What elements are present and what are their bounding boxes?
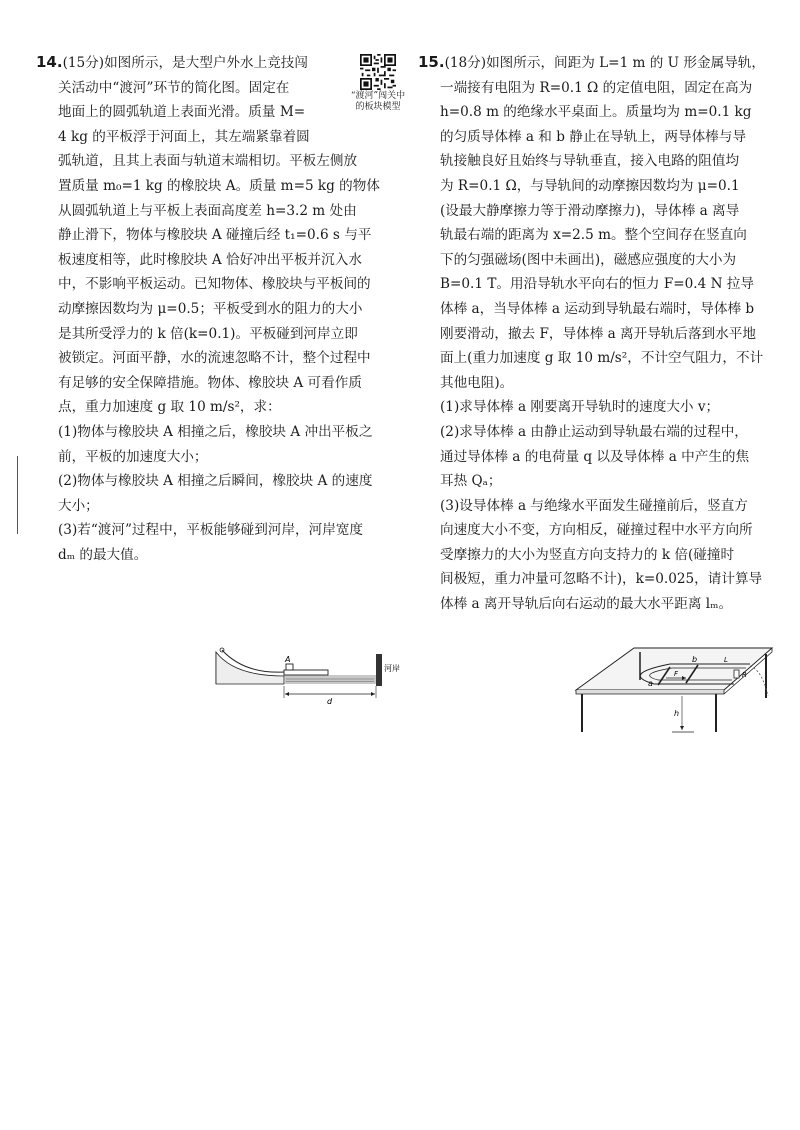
label-a: a <box>648 679 653 688</box>
q15-line: 其他电阻)。 <box>440 374 514 391</box>
q15-line: 为 R=0.1 Ω，与导轨间的动摩擦因数均为 μ=0.1 <box>440 177 740 194</box>
q14-line: 14.(15分)如图所示，是大型户外水上竞技闯 <box>36 53 308 71</box>
rubber-block-a <box>286 664 293 670</box>
label-a: A <box>285 655 291 664</box>
qr-code-block[interactable] <box>348 54 408 113</box>
q15-line: 的匀质导体棒 a 和 b 静止在导轨上，两导体棒与导 <box>440 128 746 145</box>
q15-line: 刚要滑动，撤去 F，导体棒 a 离开导轨后落到水平地 <box>440 325 756 342</box>
question-number: 14. <box>36 53 63 71</box>
q14-line: 是其所受浮力的 k 倍(k=0.1)。平板碰到河岸立即 <box>58 325 358 342</box>
q14-line: 静止滑下，物体与橡胶块 A 碰撞后经 t₁=0.6 s 与平 <box>58 227 372 244</box>
q15-line: 面上(重力加速度 g 取 10 m/s²，不计空气阻力，不计 <box>440 350 764 367</box>
label-r: R <box>742 671 747 679</box>
q15-line: B=0.1 T。用沿导轨水平向右的恒力 F=0.4 N 拉导 <box>440 276 754 293</box>
resistor-r <box>734 670 739 678</box>
q14-line: 动摩擦因数均为 μ=0.5；平板受到水的阻力的大小 <box>58 300 363 317</box>
float-plank <box>284 670 328 675</box>
q15-sub-line: (2)求导体棒 a 由静止运动到导轨最右端的过程中， <box>440 423 748 440</box>
question-14 <box>36 50 408 567</box>
label-l: L <box>724 656 728 664</box>
q15-line: 轨接触良好且始终与导轨垂直，接入电路的阻值均 <box>440 153 740 170</box>
q14-line: 关活动中“渡河”环节的简化图。固定在 <box>58 79 290 96</box>
q15-sub-line: 受摩擦力的大小为竖直方向支持力的 k 倍(碰撞时 <box>440 546 735 563</box>
q15-line: 轨最右端的距离为 x=2.5 m。整个空间存在竖直向 <box>440 227 747 244</box>
q14-sub-line: dₘ 的最大值。 <box>58 546 148 563</box>
q14-sub-line: (3)若“渡河”过程中，平板能够碰到河岸，河岸宽度 <box>58 522 364 539</box>
q14-line: 被锁定。河面平静，水的流速忽略不计，整个过程中 <box>58 350 371 367</box>
label-h: h <box>674 709 680 718</box>
q15-sub-line: (3)设导体棒 a 与绝缘水平面发生碰撞前后，竖直方 <box>440 497 748 514</box>
q14-sub-line: (2)物体与橡胶块 A 相撞之后瞬间，橡胶块 A 的速度 <box>58 473 373 490</box>
object-ball <box>220 648 224 652</box>
q15-sub-line: 耳热 Qₐ； <box>440 473 502 490</box>
margin-rule <box>17 456 18 534</box>
qr-code-icon[interactable] <box>360 54 396 90</box>
q14-line: 中，不影响平板运动。已知物体、橡胶块与平板间的 <box>58 276 371 293</box>
q14-sub-line: 前，平板的加速度大小； <box>58 448 208 465</box>
label-bank: 河岸 <box>384 664 400 673</box>
q15-line: h=0.8 m 的绝缘水平桌面上。质量均为 m=0.1 kg <box>440 104 752 121</box>
qr-caption: “渡河”闯关中的板块模型 <box>350 91 406 112</box>
q14-line: 置质量 m₀=1 kg 的橡胶块 A。质量 m=5 kg 的物体 <box>58 177 380 194</box>
q14-sub-line: 大小； <box>58 497 99 514</box>
q15-sub-line: 体棒 a 离开导轨后向右运动的最大水平距离 lₘ。 <box>440 596 733 613</box>
q14-line: 点，重力加速度 g 取 10 m/s²，求： <box>58 399 281 416</box>
q14-line: 从圆弧轨道上与平板上表面高度差 h=3.2 m 处由 <box>58 202 357 219</box>
q15-line: 下的匀强磁场(图中未画出)，磁感应强度的大小为 <box>440 251 737 268</box>
water-surface <box>284 675 376 684</box>
q15-sub-line: 间极短，重力冲量可忽略不计)，k=0.025，请计算导 <box>440 571 763 588</box>
q14-line: 有足够的安全保障措施。物体、橡胶块 A 可看作质 <box>58 374 362 391</box>
label-d: d <box>327 697 333 706</box>
question-15 <box>418 50 786 617</box>
q15-line: 15.(18分)如图所示，间距为 L=1 m 的 U 形金属导轨， <box>418 53 765 71</box>
q14-line: 弧轨道，且其上表面与轨道末端相切。平板左侧放 <box>58 153 358 170</box>
river-bank <box>376 654 382 686</box>
q14-sub-line: (1)物体与橡胶块 A 相撞之后，橡胶块 A 冲出平板之 <box>58 423 373 440</box>
q14-line: 地面上的圆弧轨道上表面光滑。质量 M= <box>58 104 306 121</box>
q14-line: 板速度相等，此时橡胶块 A 恰好冲出平板并沉入水 <box>58 251 362 268</box>
q15-figure <box>574 640 774 764</box>
q15-sub-line: 向速度大小不变，方向相反，碰撞过程中水平方向所 <box>440 522 753 539</box>
question-number: 15. <box>418 53 445 71</box>
q15-line: 一端接有电阻为 R=0.1 Ω 的定值电阻，固定在高为 <box>440 79 753 96</box>
label-b: b <box>692 655 698 664</box>
q15-sub-line: (1)求导体棒 a 刚要离开导轨时的速度大小 v； <box>440 399 720 416</box>
q14-line: 4 kg 的平板浮于河面上，其左端紧靠着圆 <box>58 128 310 145</box>
q14-figure <box>214 646 404 712</box>
q15-sub-line: 通过导体棒 a 的电荷量 q 以及导体棒 a 中产生的焦 <box>440 448 750 465</box>
q15-line: (设最大静摩擦力等于滑动摩擦力)，导体棒 a 离导 <box>440 202 740 219</box>
q15-line: 体棒 a，当导体棒 a 运动到导轨最右端时，导体棒 b <box>440 300 755 317</box>
label-f: F <box>674 670 679 678</box>
